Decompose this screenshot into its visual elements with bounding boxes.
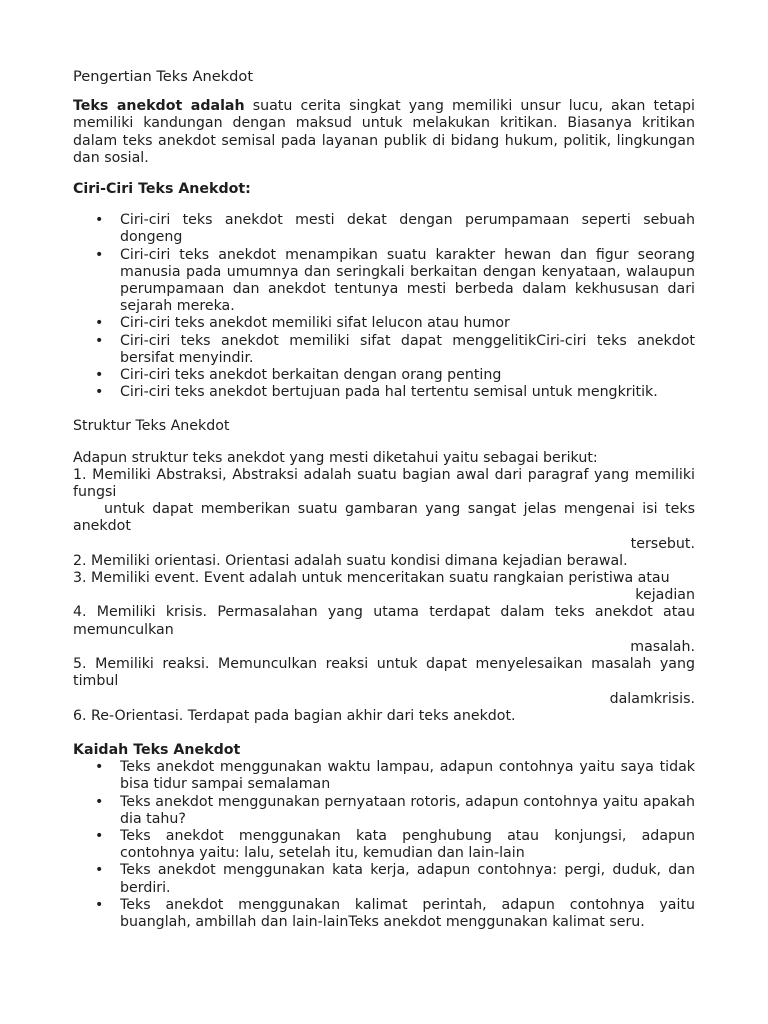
document-content bbox=[73, 68, 695, 948]
struktur-heading: Struktur Teks Anekdot bbox=[73, 418, 230, 435]
bullet-icon: • bbox=[95, 212, 104, 229]
kaidah-list bbox=[73, 759, 695, 931]
struktur-point-5: 5. Memiliki reaksi. Memunculkan reaksi untuk dapat menyelesaikan masalah yang timbul bbox=[73, 656, 695, 690]
struktur-point-2: 2. Memiliki orientasi. Orientasi adalah suatu kondisi dimana kejadian berawal. bbox=[73, 552, 628, 569]
page-title: Pengertian Teks Anekdot bbox=[73, 68, 254, 85]
bullet-icon: • bbox=[95, 827, 104, 844]
list-item: • Teks anekdot menggunakan kata kerja, adapun contohnya: pergi, duduk, dan berdiri. bbox=[95, 862, 695, 896]
kaidah-heading: Kaidah Teks Anekdot bbox=[73, 741, 241, 758]
list-item: • Teks anekdot menggunakan waktu lampau, adapun contohnya yaitu saya tidak bisa tidur sampai semalaman bbox=[95, 759, 695, 793]
struktur-intro: Adapun struktur teks anekdot yang mesti diketahui yaitu sebagai berikut: bbox=[73, 449, 598, 466]
bullet-icon: • bbox=[95, 862, 104, 879]
intro-bold-term: Teks anekdot adalah bbox=[73, 98, 245, 115]
struktur-point-3-end: kejadian bbox=[635, 587, 695, 604]
struktur-section bbox=[73, 450, 695, 725]
bullet-icon: • bbox=[95, 332, 104, 349]
struktur-point-1: 1. Memiliki Abstraksi, Abstraksi adalah suatu bagian awal dari paragraf yang memiliki fungsi bbox=[73, 466, 695, 501]
list-item: • Teks anekdot menggunakan kalimat perintah, adapun contohnya yaitu buanglah, ambillah dan lain-lainTeks anekdot menggunakan kalimat seru. bbox=[95, 896, 695, 930]
bullet-icon: • bbox=[95, 246, 104, 263]
bullet-icon: • bbox=[95, 896, 104, 913]
struktur-point-4-end: masalah. bbox=[630, 638, 695, 655]
ciri-list bbox=[73, 212, 695, 401]
list-item: • Ciri-ciri teks anekdot menampikan suatu karakter hewan dan figur seorang manusia pada umumnya dan seringkali berkaitan dengan kenyataan, walaupun perumpamaan dan anekdot tentunya mesti berbeda dalam kekhususan dari sejarah mereka. bbox=[95, 246, 695, 315]
list-item: • Teks anekdot menggunakan kata penghubung atau konjungsi, adapun contohnya yaitu: lalu, setelah itu, kemudian dan lain-lain bbox=[95, 827, 695, 862]
struktur-point-6: 6. Re-Orientasi. Terdapat pada bagian akhir dari teks anekdot. bbox=[73, 707, 516, 724]
list-item: • Teks anekdot menggunakan pernyataan rotoris, adapun contohnya yaitu apakah dia tahu? bbox=[95, 793, 695, 827]
list-item: • Ciri-ciri teks anekdot bertujuan pada hal tertentu semisal untuk mengkritik. bbox=[95, 384, 658, 401]
list-item: • Ciri-ciri teks anekdot berkaitan dengan orang penting bbox=[95, 367, 502, 384]
bullet-icon: • bbox=[95, 315, 104, 332]
ciri-heading: Ciri-Ciri Teks Anekdot: bbox=[73, 181, 251, 198]
struktur-point-5-end: dalamkrisis. bbox=[609, 690, 695, 707]
bullet-icon: • bbox=[95, 367, 104, 384]
list-item: • Ciri-ciri teks anekdot mesti dekat dengan perumpamaan seperti sebuah dongeng bbox=[95, 212, 695, 246]
struktur-point-1-end: tersebut. bbox=[630, 535, 695, 552]
intro-text: suatu cerita singkat yang memiliki unsur lucu, akan tetapi memiliki kandungan dengan maksud untuk melakukan kritikan. Biasanya kritikan dalam teks anekdot semisal pada layanan publik di bidang hukum, politik, lingkungan dan sosial. bbox=[73, 98, 695, 166]
intro-paragraph bbox=[73, 98, 695, 167]
struktur-point-1-cont: untuk dapat memberikan suatu gambaran yang sangat jelas mengenai isi teks anekdot bbox=[73, 501, 695, 535]
struktur-point-3: 3. Memiliki event. Event adalah untuk menceritakan suatu rangkaian peristiwa atau bbox=[73, 570, 670, 587]
list-item: • Ciri-ciri teks anekdot memiliki sifat dapat menggelitikCiri-ciri teks anekdot bersifat menyindir. bbox=[95, 332, 695, 366]
struktur-point-4: 4. Memiliki krisis. Permasalahan yang utama terdapat dalam teks anekdot atau memunculkan bbox=[73, 604, 695, 638]
list-item: • Ciri-ciri teks anekdot memiliki sifat lelucon atau humor bbox=[95, 315, 510, 332]
bullet-icon: • bbox=[95, 793, 104, 810]
bullet-icon: • bbox=[95, 384, 104, 401]
bullet-icon: • bbox=[95, 759, 104, 776]
